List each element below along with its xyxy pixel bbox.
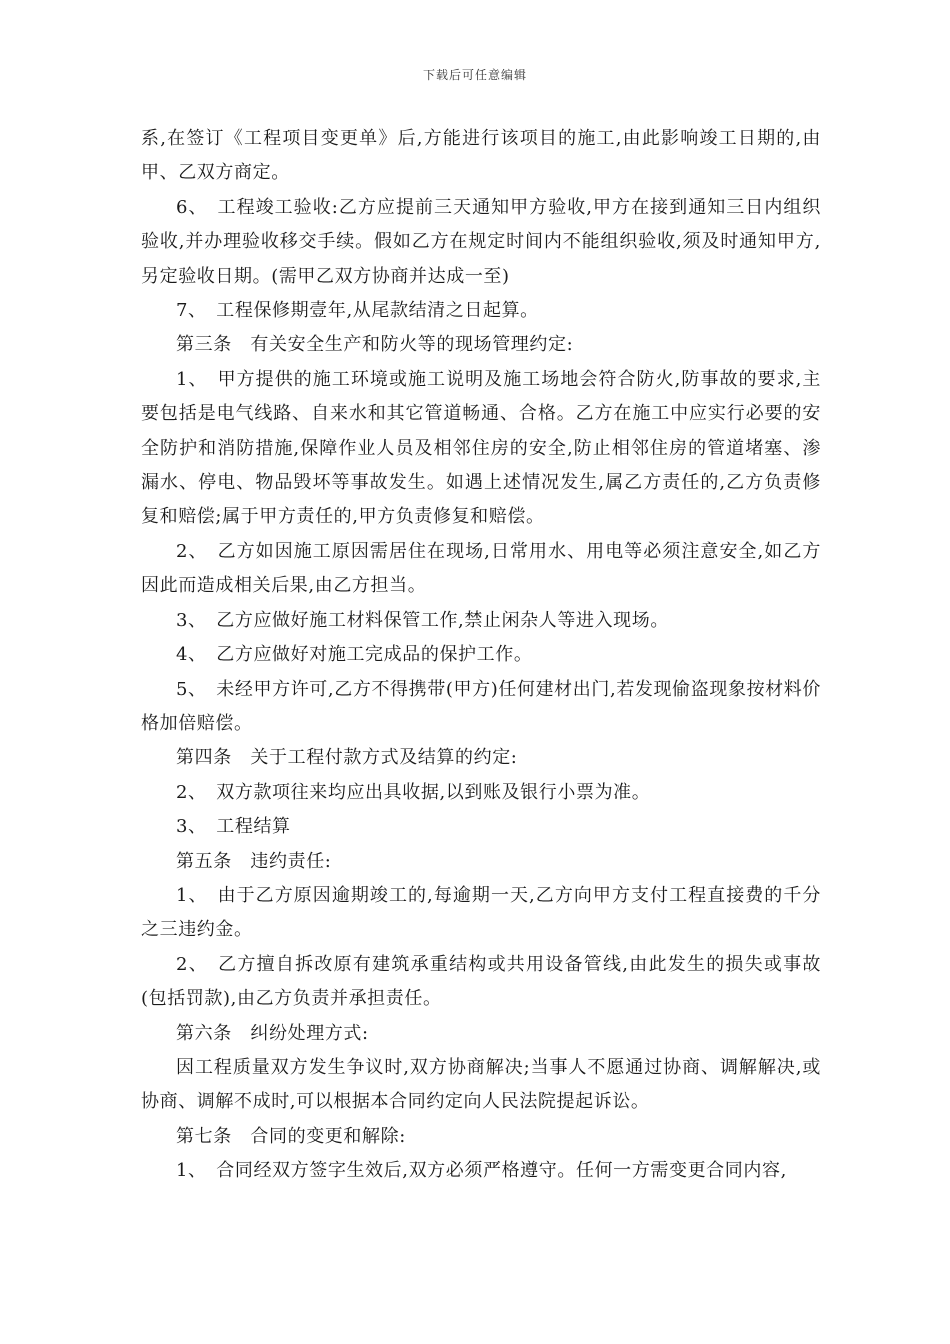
paragraph-item-7-warranty: 7、 工程保修期壹年,从尾款结清之日起算。 [176, 300, 539, 322]
paragraph-safety-item-4: 4、 乙方应做好对施工完成品的保护工作。 [176, 644, 533, 666]
page-header: 下载后可任意编辑 [422, 68, 527, 82]
section-heading-article-3: 第三条 有关安全生产和防火等的现场管理约定: [176, 334, 574, 356]
section-heading-article-7: 第七条 合同的变更和解除: [176, 1125, 406, 1147]
paragraph-payment-item-3: 3、 工程结算 [176, 816, 291, 838]
paragraph-breach-item-1: 1、 由于乙方原因逾期竣工的,每逾期一天,乙方向甲方支付工程直接费的千分之三违约金。 [141, 884, 821, 941]
document-body [141, 122, 821, 1189]
section-heading-article-6: 第六条 纠纷处理方式: [176, 1022, 369, 1044]
paragraph-dispute-resolution: 因工程质量双方发生争议时,双方协商解决;当事人不愿通过协商、调解解决,或协商、调解不成时,可以根据本合同约定向人民法院提起诉讼。 [141, 1056, 821, 1113]
paragraph-change-item-1: 1、 合同经双方签字生效后,双方必须严格遵守。任何一方需变更合同内容, [176, 1160, 787, 1182]
paragraph-safety-item-2: 2、 乙方如因施工原因需居住在现场,日常用水、用电等必须注意安全,如乙方因此而造成相关后果,由乙方担当。 [141, 540, 821, 597]
section-heading-article-5: 第五条 违约责任: [176, 850, 332, 872]
paragraph-safety-item-3: 3、 乙方应做好施工材料保管工作,禁止闲杂人等进入现场。 [176, 609, 669, 631]
paragraph-payment-item-2: 2、 双方款项往来均应出具收据,以到账及银行小票为准。 [176, 781, 651, 803]
paragraph-breach-item-2: 2、 乙方擅自拆改原有建筑承重结构或共用设备管线,由此发生的损失或事故(包括罚款),由乙方负责并承担责任。 [141, 953, 821, 1010]
paragraph-safety-item-5: 5、 未经甲方许可,乙方不得携带(甲方)任何建材出门,若发现偷盗现象按材料价格加倍赔偿。 [141, 678, 821, 734]
paragraph-continuation: 系,在签订《工程项目变更单》后,方能进行该项目的施工,由此影响竣工日期的,由甲、乙双方商定。 [141, 128, 821, 184]
paragraph-item-6-acceptance: 6、 工程竣工验收:乙方应提前三天通知甲方验收,甲方在接到通知三日内组织验收,并办理验收移交手续。假如乙方在规定时间内不能组织验收,须及时通知甲方,另定验收日期。(需甲乙双方协商并达成一至) [141, 196, 821, 287]
paragraph-safety-item-1: 1、 甲方提供的施工环境或施工说明及施工场地会符合防火,防事故的要求,主要包括是电气线路、自来水和其它管道畅通、合格。乙方在施工中应实行必要的安全防护和消防措施,保障作业人员及相邻住房的安全,防止相邻住房的管道堵塞、渗漏水、停电、物品毁坏等事故发生。如遇上述情况发生,属乙方责任的,乙方负责修复和赔偿;属于甲方责任的,甲方负责修复和赔偿。 [141, 368, 821, 528]
section-heading-article-4: 第四条 关于工程付款方式及结算的约定: [176, 747, 518, 769]
